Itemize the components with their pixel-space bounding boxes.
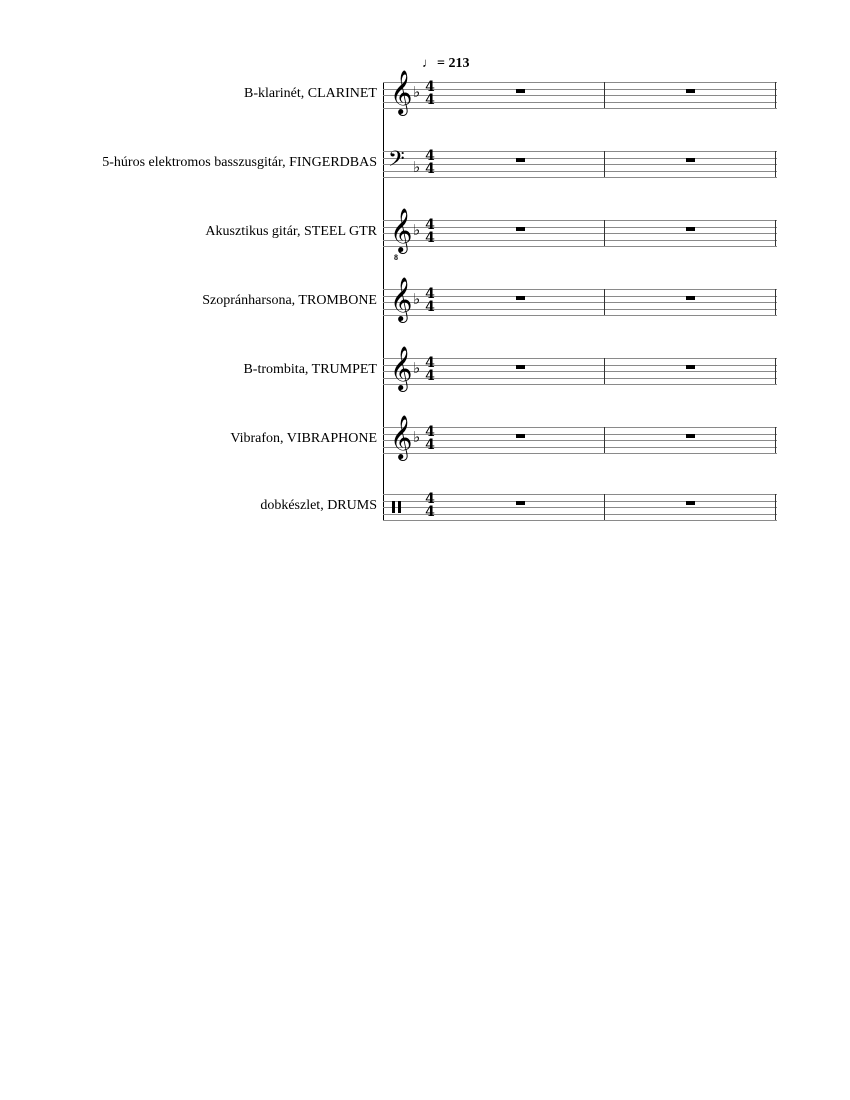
percussion-clef-icon	[392, 501, 402, 513]
staff-line	[383, 102, 777, 103]
treble-clef-8vb-icon: 𝄞	[390, 208, 413, 252]
staff	[383, 147, 777, 177]
treble-clef-icon: 𝄞	[390, 346, 413, 390]
tempo-marking	[422, 55, 469, 72]
barline	[604, 151, 605, 177]
staff-line	[383, 384, 777, 385]
staff	[383, 208, 777, 262]
bass-clef-icon: 𝄢	[388, 147, 405, 177]
staff-line	[383, 240, 777, 241]
staff-line	[383, 365, 777, 366]
staff-line	[383, 177, 777, 178]
staff-line	[383, 95, 777, 96]
instrument-label: 5-húros elektromos basszusgitár, FINGERDBAS	[102, 155, 377, 170]
key-signature-flat-icon: ♭	[413, 359, 421, 377]
whole-rest-icon	[686, 434, 695, 438]
whole-rest-icon	[686, 296, 695, 300]
whole-rest-icon	[686, 365, 695, 369]
end-barline	[775, 220, 776, 246]
instrument-label: Szopránharsona, TROMBONE	[202, 293, 377, 308]
key-signature-flat-icon: ♭	[413, 158, 421, 176]
staff-line	[383, 514, 777, 515]
whole-rest-icon	[516, 89, 525, 93]
staff-line	[383, 151, 777, 152]
time-sig-denominator: 4	[425, 299, 435, 315]
staff-line	[383, 220, 777, 221]
staff	[383, 346, 777, 390]
staff-line	[383, 427, 777, 428]
whole-rest-icon	[686, 89, 695, 93]
barline	[604, 427, 605, 453]
time-sig-denominator: 4	[425, 437, 435, 453]
staff-line	[383, 434, 777, 435]
whole-rest-icon	[516, 158, 525, 162]
staff-line	[383, 89, 777, 90]
end-barline	[775, 494, 776, 520]
key-signature-flat-icon: ♭	[413, 428, 421, 446]
barline	[604, 494, 605, 520]
whole-rest-icon	[686, 158, 695, 162]
barline	[604, 358, 605, 384]
time-sig-numerator: 4	[425, 424, 435, 440]
staff-line	[383, 108, 777, 109]
time-sig-numerator: 4	[425, 217, 435, 233]
time-signature	[424, 357, 436, 383]
end-barline	[775, 82, 776, 108]
barline	[604, 289, 605, 315]
tempo-value: = 213	[437, 56, 470, 71]
barline	[604, 82, 605, 108]
time-signature	[424, 81, 436, 107]
staff-line	[383, 440, 777, 441]
staff-row-trombone	[0, 277, 850, 321]
key-signature-flat-icon: ♭	[413, 221, 421, 239]
time-sig-denominator: 4	[425, 161, 435, 177]
staff-line	[383, 494, 777, 495]
staff	[383, 277, 777, 321]
staff-row-clarinet	[0, 70, 850, 114]
time-signature	[424, 219, 436, 245]
treble-clef-icon: 𝄞	[390, 70, 413, 114]
time-sig-denominator: 4	[425, 368, 435, 384]
staff-line	[383, 507, 777, 508]
instrument-label: Akusztikus gitár, STEEL GTR	[205, 224, 377, 239]
time-signature	[424, 150, 436, 176]
time-sig-numerator: 4	[425, 286, 435, 302]
time-signature	[424, 493, 436, 519]
staff	[383, 70, 777, 114]
staff	[383, 415, 777, 459]
time-signature	[424, 426, 436, 452]
end-barline	[775, 151, 776, 177]
time-sig-numerator: 4	[425, 355, 435, 371]
instrument-label: B-klarinét, CLARINET	[244, 86, 377, 101]
whole-rest-icon	[516, 365, 525, 369]
time-sig-denominator: 4	[425, 504, 435, 520]
staff-line	[383, 447, 777, 448]
staff-line	[383, 309, 777, 310]
staff-row-bass	[0, 147, 850, 177]
staff-line	[383, 171, 777, 172]
time-sig-denominator: 4	[425, 230, 435, 246]
staff-line	[383, 233, 777, 234]
whole-rest-icon	[516, 227, 525, 231]
staff-line	[383, 289, 777, 290]
staff-line	[383, 501, 777, 502]
time-sig-numerator: 4	[425, 148, 435, 164]
staff-line	[383, 82, 777, 83]
time-sig-numerator: 4	[425, 491, 435, 507]
staff-line	[383, 158, 777, 159]
key-signature-flat-icon: ♭	[413, 83, 421, 101]
time-sig-denominator: 4	[425, 92, 435, 108]
end-barline	[775, 427, 776, 453]
staff-line	[383, 358, 777, 359]
quarter-note-icon: ♩	[422, 55, 435, 70]
staff-line	[383, 227, 777, 228]
key-signature-flat-icon: ♭	[413, 290, 421, 308]
staff-line	[383, 378, 777, 379]
instrument-label: B-trombita, TRUMPET	[243, 362, 377, 377]
staff-row-trumpet	[0, 346, 850, 390]
staff-line	[383, 315, 777, 316]
whole-rest-icon	[516, 434, 525, 438]
staff-line	[383, 296, 777, 297]
octave-down-mark: 8	[394, 253, 398, 262]
staff-line	[383, 302, 777, 303]
whole-rest-icon	[686, 501, 695, 505]
whole-rest-icon	[686, 227, 695, 231]
staff-line	[383, 453, 777, 454]
staff-line	[383, 371, 777, 372]
whole-rest-icon	[516, 296, 525, 300]
staff-line	[383, 164, 777, 165]
time-sig-numerator: 4	[425, 79, 435, 95]
instrument-label: dobkészlet, DRUMS	[260, 498, 377, 513]
end-barline	[775, 358, 776, 384]
time-signature	[424, 288, 436, 314]
staff-row-guitar	[0, 208, 850, 262]
staff	[383, 491, 777, 520]
end-barline	[775, 289, 776, 315]
whole-rest-icon	[516, 501, 525, 505]
staff-line	[383, 246, 777, 247]
treble-clef-icon: 𝄞	[390, 277, 413, 321]
treble-clef-icon: 𝄞	[390, 415, 413, 459]
staff-row-vibraphone	[0, 415, 850, 459]
barline	[604, 220, 605, 246]
staff-line	[383, 520, 777, 521]
instrument-label: Vibrafon, VIBRAPHONE	[230, 431, 377, 446]
staff-row-drums	[0, 491, 850, 520]
